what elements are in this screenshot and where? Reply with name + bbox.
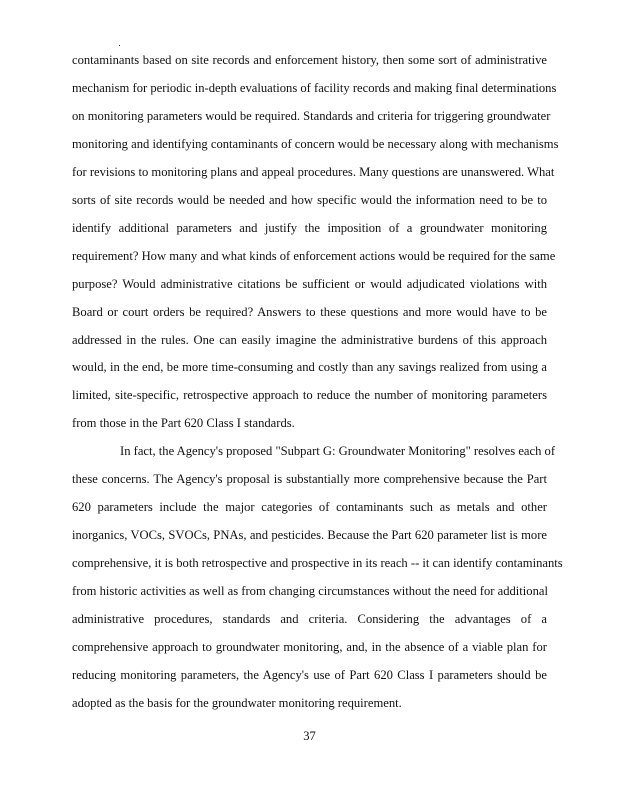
scan-speck xyxy=(119,45,120,46)
text-line: mechanism for periodic in-depth evaluations of facility records and making final determinations xyxy=(72,80,557,95)
text-line: from those in the Part 620 Class I standards. xyxy=(72,416,295,431)
text-line: for revisions to monitoring plans and appeal procedures. Many questions are unanswered. What xyxy=(72,164,555,179)
text-line: In fact, the Agency's proposed "Subpart G: Groundwater Monitoring" resolves each of xyxy=(120,444,556,459)
text-line: reducing monitoring parameters, the Agency's use of Part 620 Class I parameters should be xyxy=(72,667,547,682)
text-line: purpose? Would administrative citations be sufficient or would adjudicated violations with xyxy=(72,276,547,291)
text-line: contaminants based on site records and enforcement history, then some sort of administrative xyxy=(72,53,547,67)
text-line: administrative procedures, standards and criteria. Considering the advantages of a xyxy=(72,612,547,626)
text-line: Board or court orders be required? Answers to these questions and more would have to be xyxy=(72,304,547,319)
text-line: inorganics, VOCs, SVOCs, PNAs, and pesticides. Because the Part 620 parameter list is more xyxy=(72,528,547,543)
text-line: addressed in the rules. One can easily imagine the administrative burdens of this approach xyxy=(72,332,547,347)
text-line: limited, site-specific, retrospective approach to reduce the number of monitoring parameters xyxy=(72,388,547,403)
text-line: requirement? How many and what kinds of enforcement actions would be required for the same xyxy=(72,248,556,263)
text-line: identify additional parameters and justify the imposition of a groundwater monitoring xyxy=(72,220,547,235)
text-line: comprehensive approach to groundwater monitoring, and, in the absence of a viable plan for xyxy=(72,639,547,654)
text-line: 620 parameters include the major categories of contaminants such as metals and other xyxy=(72,500,547,515)
text-line: would, in the end, be more time-consuming and costly than any savings realized from using a xyxy=(72,360,547,375)
text-line: on monitoring parameters would be required. Standards and criteria for triggering groundwater xyxy=(72,108,551,123)
text-line: monitoring and identifying contaminants of concern would be necessary along with mechanisms xyxy=(72,136,559,151)
text-line: from historic activities as well as from changing circumstances without the need for additional xyxy=(72,584,548,599)
text-line: sorts of site records would be needed and how specific would the information need to be to xyxy=(72,192,547,207)
text-line: adopted as the basis for the groundwater monitoring requirement. xyxy=(72,695,402,710)
text-line: comprehensive, it is both retrospective and prospective in its reach -- it can identify contaminants xyxy=(72,556,563,571)
text-line: these concerns. The Agency's proposal is substantially more comprehensive because the Part xyxy=(72,472,547,487)
page-number: 37 xyxy=(303,729,316,743)
